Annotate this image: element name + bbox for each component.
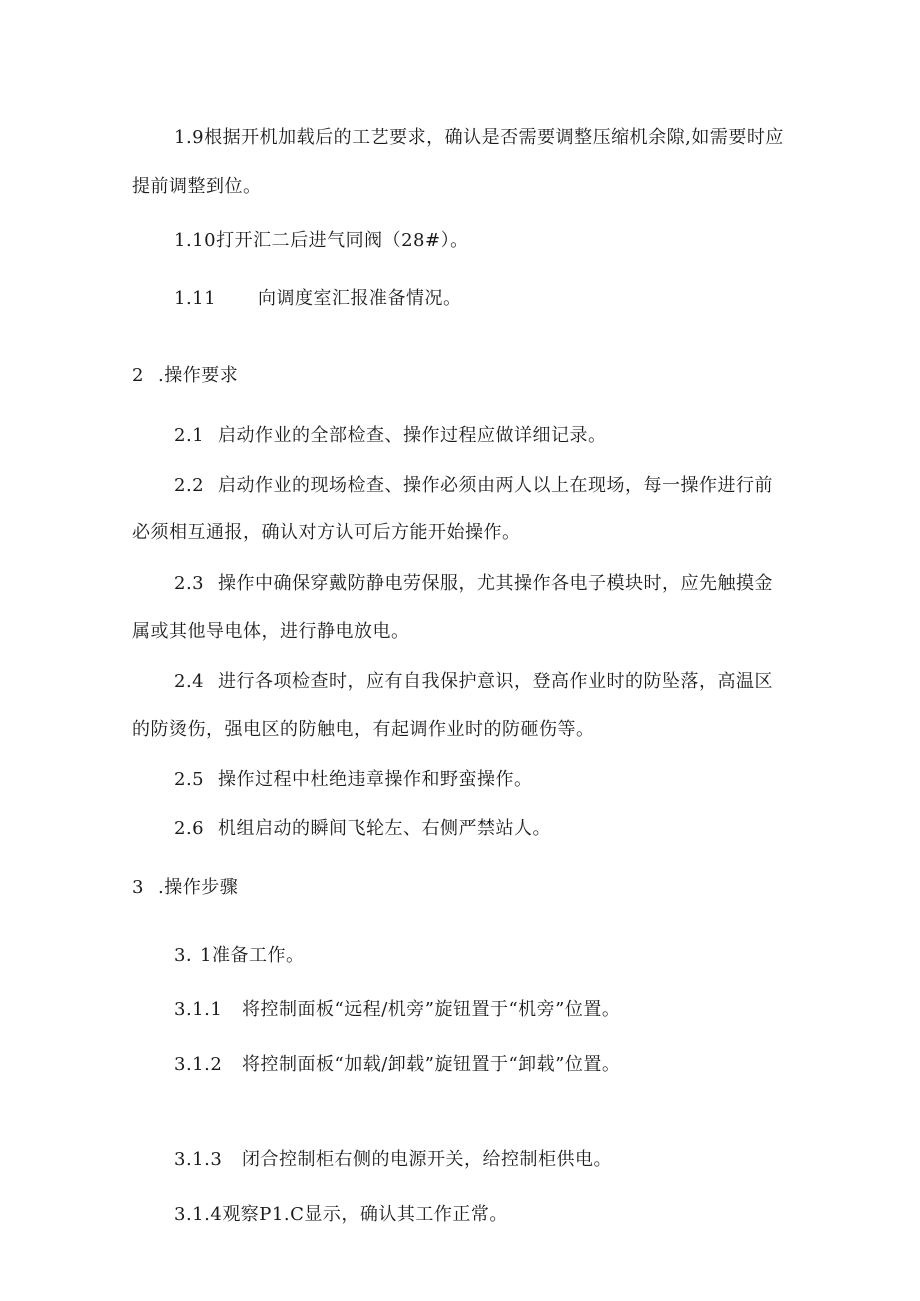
item-number: 1.9 xyxy=(174,127,205,148)
step-text: 观察P1.C显示，确认其工作正常。 xyxy=(222,1204,508,1225)
item-1-9-line1 xyxy=(174,126,784,150)
item-2-3-line2 xyxy=(132,620,410,644)
item-text-continued: 的防烫伤，强电区的防触电，有起调作业时的防砸伤等。 xyxy=(132,719,595,740)
item-number: 3． xyxy=(174,945,205,966)
item-number: 2.6 xyxy=(174,818,205,839)
step-3-1-3 xyxy=(174,1148,612,1172)
section-number: 3 xyxy=(132,877,144,898)
step-3-1-2 xyxy=(174,1053,620,1077)
section-3-heading xyxy=(132,876,238,900)
item-text: 操作中确保穿戴防静电劳保服，尤其操作各电子模块时，应先触摸金 xyxy=(218,573,773,594)
item-text-continued: 必须相互通报，确认对方认可后方能开始操作。 xyxy=(132,522,521,543)
item-number: 2.2 xyxy=(174,475,205,496)
item-2-2-line1 xyxy=(174,474,773,498)
item-text-continued: 属或其他导电体，进行静电放电。 xyxy=(132,621,410,642)
item-1-11 xyxy=(174,287,462,311)
step-3-1-4 xyxy=(174,1203,508,1227)
item-2-3-line1 xyxy=(174,572,773,596)
item-text: 启动作业的现场检查、操作必须由两人以上在现场，每一操作进行前 xyxy=(218,475,773,496)
step-number: 3.1.1 xyxy=(174,999,223,1020)
item-number: 2.4 xyxy=(174,671,205,692)
item-text: 打开汇二后进气同阀（28#）。 xyxy=(216,230,469,251)
item-2-1 xyxy=(174,424,607,448)
item-number: 2.5 xyxy=(174,769,205,790)
step-text: 将控制面板“加载/卸载”旋钮置于“卸载”位置。 xyxy=(242,1054,621,1075)
item-2-4-line2 xyxy=(132,718,595,742)
section-title: .操作要求 xyxy=(158,365,239,386)
item-text-continued: 提前调整到位。 xyxy=(132,176,262,197)
item-3-1 xyxy=(174,944,304,968)
item-text: 启动作业的全部检查、操作过程应做详细记录。 xyxy=(218,425,607,446)
section-title: .操作步骤 xyxy=(158,877,239,898)
item-text: 进行各项检查时，应有自我保护意识，登高作业时的防坠落，高温区 xyxy=(218,671,773,692)
step-number: 3.1.2 xyxy=(174,1054,223,1075)
item-1-9-line2 xyxy=(132,175,262,199)
step-3-1-1 xyxy=(174,998,620,1022)
step-text: 将控制面板“远程/机旁”旋钮置于“机旁”位置。 xyxy=(242,999,621,1020)
item-2-5 xyxy=(174,768,533,792)
item-text: 根据开机加载后的工艺要求，确认是否需要调整压缩机余隙,如需要时应 xyxy=(204,127,784,148)
item-2-6 xyxy=(174,817,551,841)
item-number: 1.10 xyxy=(174,230,217,251)
item-2-4-line1 xyxy=(174,670,773,694)
section-2-heading xyxy=(132,364,238,388)
step-text: 闭合控制柜右侧的电源开关，给控制柜供电。 xyxy=(242,1149,612,1170)
item-text: 向调度室汇报准备情况。 xyxy=(258,288,462,309)
item-text: 操作过程中杜绝违章操作和野蛮操作。 xyxy=(218,769,533,790)
item-number: 2.1 xyxy=(174,425,205,446)
item-text: 机组启动的瞬间飞轮左、右侧严禁站人。 xyxy=(218,818,551,839)
step-number: 3.1.3 xyxy=(174,1149,223,1170)
section-number: 2 xyxy=(132,365,144,386)
item-1-10 xyxy=(174,229,469,253)
item-number: 1.11 xyxy=(174,288,217,309)
step-number: 3.1.4 xyxy=(174,1204,223,1225)
item-2-2-line2 xyxy=(132,521,521,545)
item-text: 1准备工作。 xyxy=(200,945,305,966)
item-number: 2.3 xyxy=(174,573,205,594)
